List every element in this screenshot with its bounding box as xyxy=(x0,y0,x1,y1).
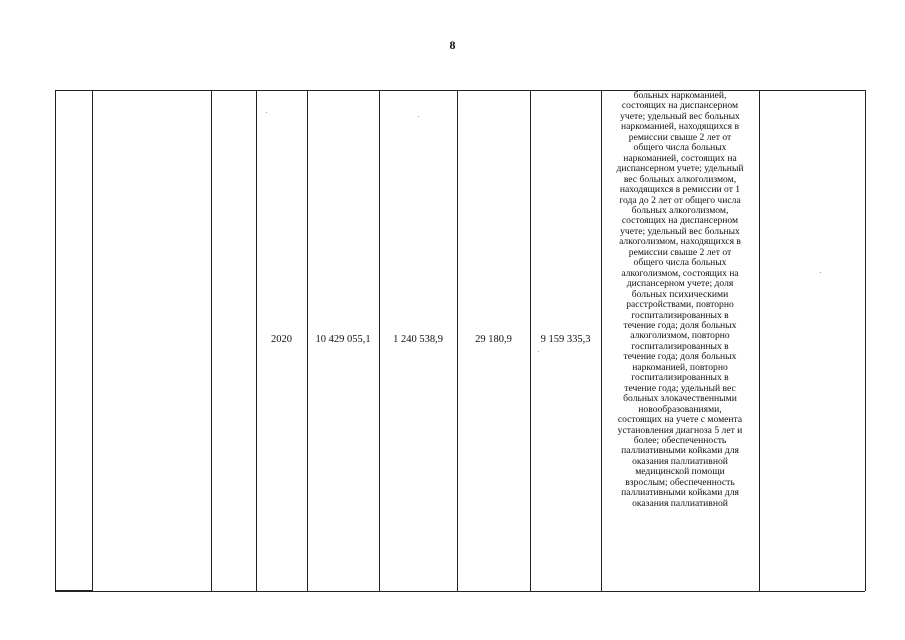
other-sources-cell: 9 159 335,3 xyxy=(540,334,591,345)
year-cell: 2020 xyxy=(271,334,292,345)
indicator-line: паллиативными койками для xyxy=(621,487,739,499)
indicator-line: медицинской помощи xyxy=(635,466,725,478)
indicator-line: наркоманией, состоящих на xyxy=(623,152,737,164)
indicator-line: наркоманией, повторно xyxy=(632,361,728,373)
indicator-line: госпитализированных в xyxy=(631,340,729,352)
indicator-line: взрослым; обеспеченность xyxy=(625,476,735,488)
indicator-line: вес больных алкоголизмом, xyxy=(623,173,737,185)
indicator-line: расстройствами, повторно xyxy=(626,299,734,311)
indicator-line: диспансерном учете; удельный xyxy=(616,163,744,175)
indicator-line: установления диагноза 5 лет и xyxy=(617,424,743,436)
indicator-line: алкоголизмом, находящихся в xyxy=(619,236,741,248)
scan-speck xyxy=(418,116,419,117)
indicator-description-cell xyxy=(604,91,756,509)
indicator-line: алкоголизмом, состоящих на xyxy=(621,267,739,279)
table-column-border xyxy=(211,90,212,591)
indicator-line: состоящих на учете с момента xyxy=(617,414,743,426)
indicator-line: больных психическими xyxy=(631,288,729,300)
scan-speck xyxy=(820,272,821,273)
total-funding-cell: 10 429 055,1 xyxy=(315,334,371,345)
indicator-line: ремиссии свыше 2 лет от xyxy=(628,131,732,143)
regional-budget-cell: 29 180,9 xyxy=(475,334,512,345)
indicator-line: течение года; удельный вес xyxy=(624,382,736,394)
indicator-line: состоящих на диспансерном xyxy=(621,100,739,112)
indicator-line: общего числа больных xyxy=(633,257,727,269)
indicator-line: года до 2 лет от общего числа xyxy=(619,194,741,206)
indicator-line: больных наркоманией, xyxy=(633,90,727,101)
indicator-line: учете; удельный вес больных xyxy=(620,110,740,122)
indicator-line: более; обеспеченность xyxy=(633,434,727,446)
table-column-border xyxy=(601,90,602,591)
indicator-line: состоящих на диспансерном xyxy=(621,215,739,227)
indicator-line: находящихся в ремиссии от 1 xyxy=(619,184,741,196)
indicator-line: учете; удельный вес больных xyxy=(620,225,740,237)
table-column-border xyxy=(92,90,93,591)
indicator-line: больных злокачественными xyxy=(623,393,737,405)
indicator-line: оказания паллиативной xyxy=(632,455,728,467)
table-column-border xyxy=(759,90,760,591)
indicator-line: госпитализированных в xyxy=(631,372,729,384)
table-column-border xyxy=(865,90,866,591)
scan-speck xyxy=(266,112,267,113)
indicator-line: паллиативными койками для xyxy=(621,445,739,457)
indicator-line: наркоманией, находящихся в xyxy=(621,121,739,133)
indicator-line: новообразованиями, xyxy=(638,403,722,415)
page-number: 8 xyxy=(449,38,456,52)
federal-budget-cell: 1 240 538,9 xyxy=(393,334,443,345)
indicator-line: ремиссии свыше 2 лет от xyxy=(628,246,732,258)
table-bottom-rule xyxy=(55,590,93,591)
indicator-line: больных алкоголизмом, xyxy=(631,204,729,216)
scan-speck xyxy=(538,351,539,352)
indicator-line: диспансерном учете; доля xyxy=(626,278,734,290)
indicator-line: оказания паллиативной xyxy=(632,497,728,509)
indicator-line: общего числа больных xyxy=(633,142,727,154)
indicator-line: госпитализированных в xyxy=(631,309,729,321)
table-column-border xyxy=(55,90,56,591)
indicator-line: алкоголизмом, повторно xyxy=(630,330,730,342)
indicator-line: течение года; доля больных xyxy=(623,351,737,363)
indicator-line: течение года; доля больных xyxy=(623,319,737,331)
